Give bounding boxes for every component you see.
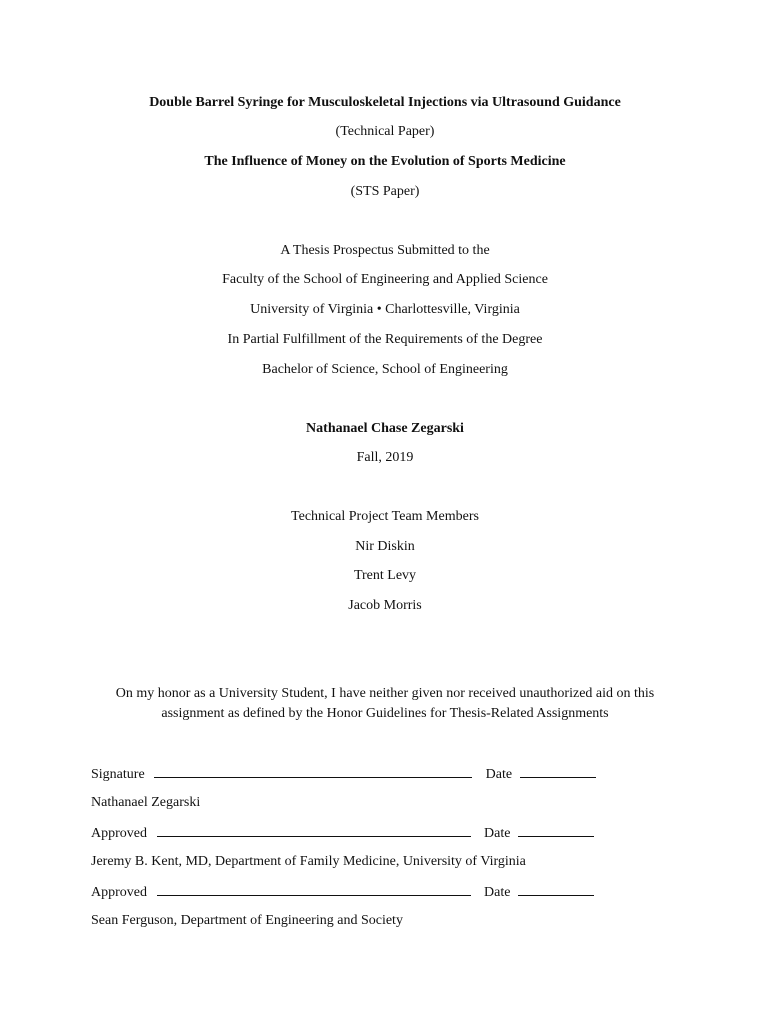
author-term: Fall, 2019 [356, 450, 414, 465]
signature-row [91, 764, 596, 784]
date-line[interactable] [518, 823, 594, 837]
technical-paper-subtitle: (Technical Paper) [335, 124, 435, 139]
honor-pledge-line-1: On my honor as a University Student, I have neither given nor received unauthorized aid on this [115, 686, 655, 701]
signer-name: Nathanael Zegarski [91, 795, 201, 810]
submission-line-2: Faculty of the School of Engineering and Applied Science [222, 272, 548, 287]
date-line[interactable] [518, 882, 594, 896]
submission-line-3: University of Virginia • Charlottesville, Virginia [250, 302, 520, 317]
submission-line-1: A Thesis Prospectus Submitted to the [280, 243, 490, 258]
approved-label: Approved [91, 826, 147, 841]
signature-label: Signature [91, 767, 145, 782]
date-label: Date [484, 826, 511, 841]
approval-signature-line[interactable] [157, 823, 471, 837]
approved-label: Approved [91, 885, 147, 900]
sts-paper-title: The Influence of Money on the Evolution of Sports Medicine [204, 154, 566, 169]
approver-name: Sean Ferguson, Department of Engineering and Society [91, 913, 403, 928]
team-heading: Technical Project Team Members [291, 509, 479, 524]
approval-row [91, 882, 594, 902]
honor-pledge-line-2: assignment as defined by the Honor Guidelines for Thesis-Related Assignments [161, 706, 609, 721]
team-member: Trent Levy [353, 568, 417, 583]
date-label: Date [484, 885, 511, 900]
technical-paper-title: Double Barrel Syringe for Musculoskeletal Injections via Ultrasound Guidance [149, 95, 621, 110]
team-member: Jacob Morris [348, 598, 422, 613]
team-member: Nir Diskin [355, 539, 415, 554]
author-name: Nathanael Chase Zegarski [306, 421, 464, 436]
approval-signature-line[interactable] [157, 882, 471, 896]
submission-line-5: Bachelor of Science, School of Engineering [262, 362, 508, 377]
date-label: Date [485, 767, 513, 782]
submission-line-4: In Partial Fulfillment of the Requirements of the Degree [227, 332, 543, 347]
signature-line[interactable] [154, 764, 472, 778]
date-line[interactable] [520, 764, 596, 778]
approval-row [91, 823, 594, 843]
approver-name: Jeremy B. Kent, MD, Department of Family Medicine, University of Virginia [91, 854, 526, 869]
sts-paper-subtitle: (STS Paper) [350, 184, 420, 199]
